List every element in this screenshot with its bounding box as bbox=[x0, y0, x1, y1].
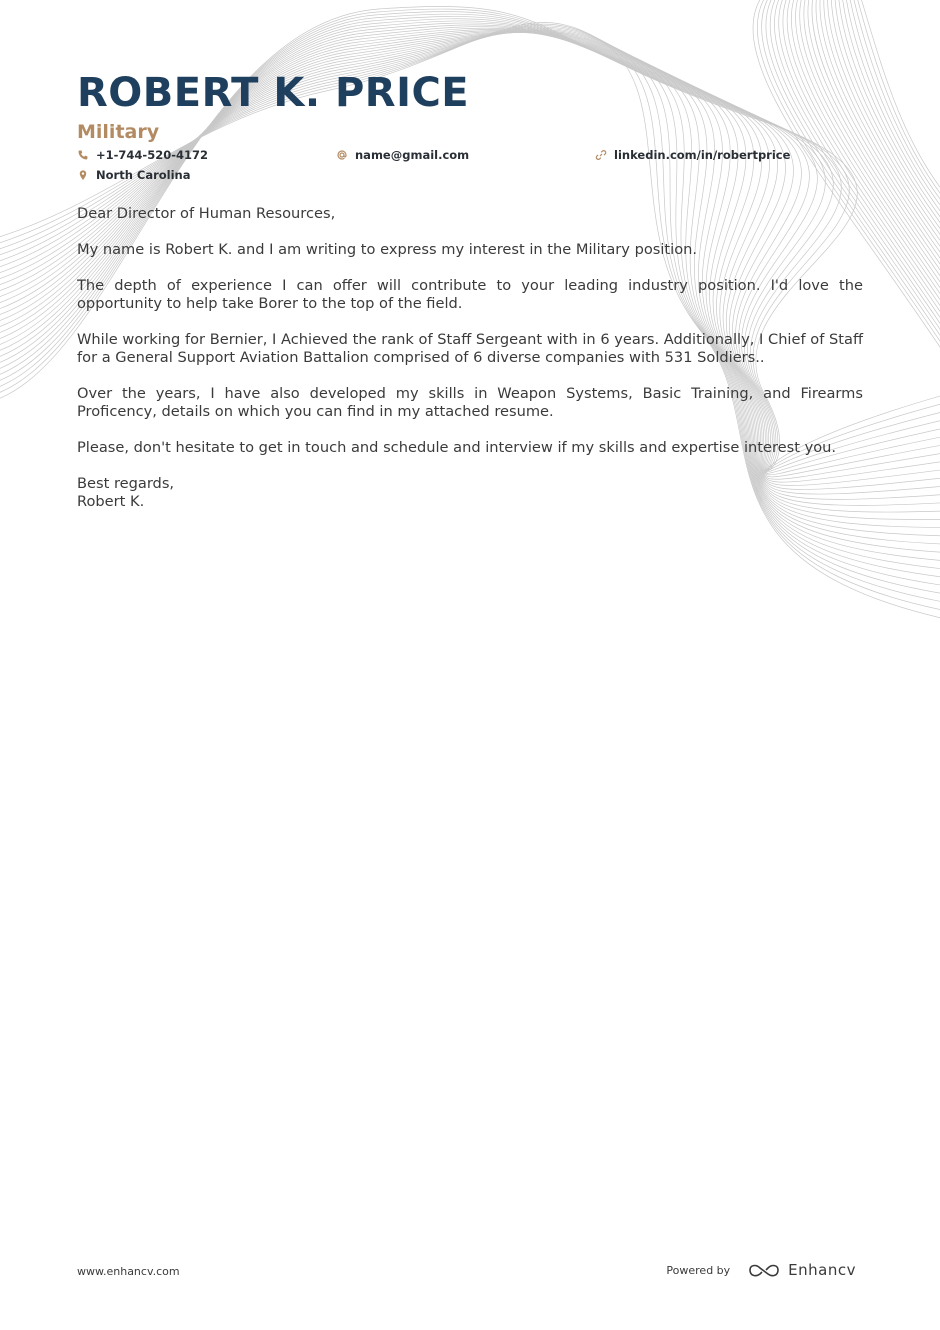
email-address[interactable]: name@gmail.com bbox=[355, 148, 470, 162]
location-pin-icon bbox=[77, 169, 89, 181]
contact-email bbox=[336, 148, 469, 162]
greeting: Dear Director of Human Resources, bbox=[77, 205, 336, 222]
paragraph: The depth of experience I can offer will contribute to your leading industry position. I'd love the opportunity to help take Borer to the top of the field. bbox=[77, 277, 863, 312]
header bbox=[77, 68, 867, 192]
location-text: North Carolina bbox=[96, 168, 191, 182]
enhancv-logo-icon bbox=[748, 1261, 780, 1279]
contact-info bbox=[77, 148, 867, 192]
footer-website[interactable]: www.enhancv.com bbox=[77, 1265, 180, 1278]
brand[interactable] bbox=[748, 1261, 856, 1279]
paragraph: Over the years, I have also developed my skills in Weapon Systems, Basic Training, and Firearms Proficency, details on which you can find in my attached resume. bbox=[77, 385, 863, 420]
phone-icon bbox=[77, 149, 89, 161]
signature: Robert K. bbox=[77, 493, 145, 510]
paragraph: While working for Bernier, I Achieved the rank of Staff Sergeant with in 6 years. Additionally, I Chief of Staff for a General Support Aviation Battalion comprised of 6 diverse companies with 531 Soldiers.. bbox=[77, 331, 863, 366]
job-title: Military bbox=[77, 121, 160, 143]
paragraph: Please, don't hesitate to get in touch and schedule and interview if my skills and expertise interest you. bbox=[77, 439, 837, 456]
link-icon bbox=[595, 149, 607, 161]
powered-by-label: Powered by bbox=[666, 1263, 731, 1277]
contact-phone bbox=[77, 148, 208, 162]
linkedin-url[interactable]: linkedin.com/in/robertprice bbox=[614, 148, 791, 162]
phone-number: +1-744-520-4172 bbox=[96, 148, 208, 162]
candidate-name: ROBERT K. PRICE bbox=[77, 70, 470, 116]
paragraph: My name is Robert K. and I am writing to express my interest in the Military position. bbox=[77, 241, 698, 258]
brand-name: Enhancv bbox=[788, 1261, 856, 1279]
at-icon bbox=[336, 149, 348, 161]
footer-branding bbox=[666, 1261, 856, 1279]
closing: Best regards, bbox=[77, 475, 175, 492]
contact-location bbox=[77, 168, 191, 182]
contact-linkedin bbox=[595, 148, 790, 162]
letter-body bbox=[77, 205, 863, 529]
